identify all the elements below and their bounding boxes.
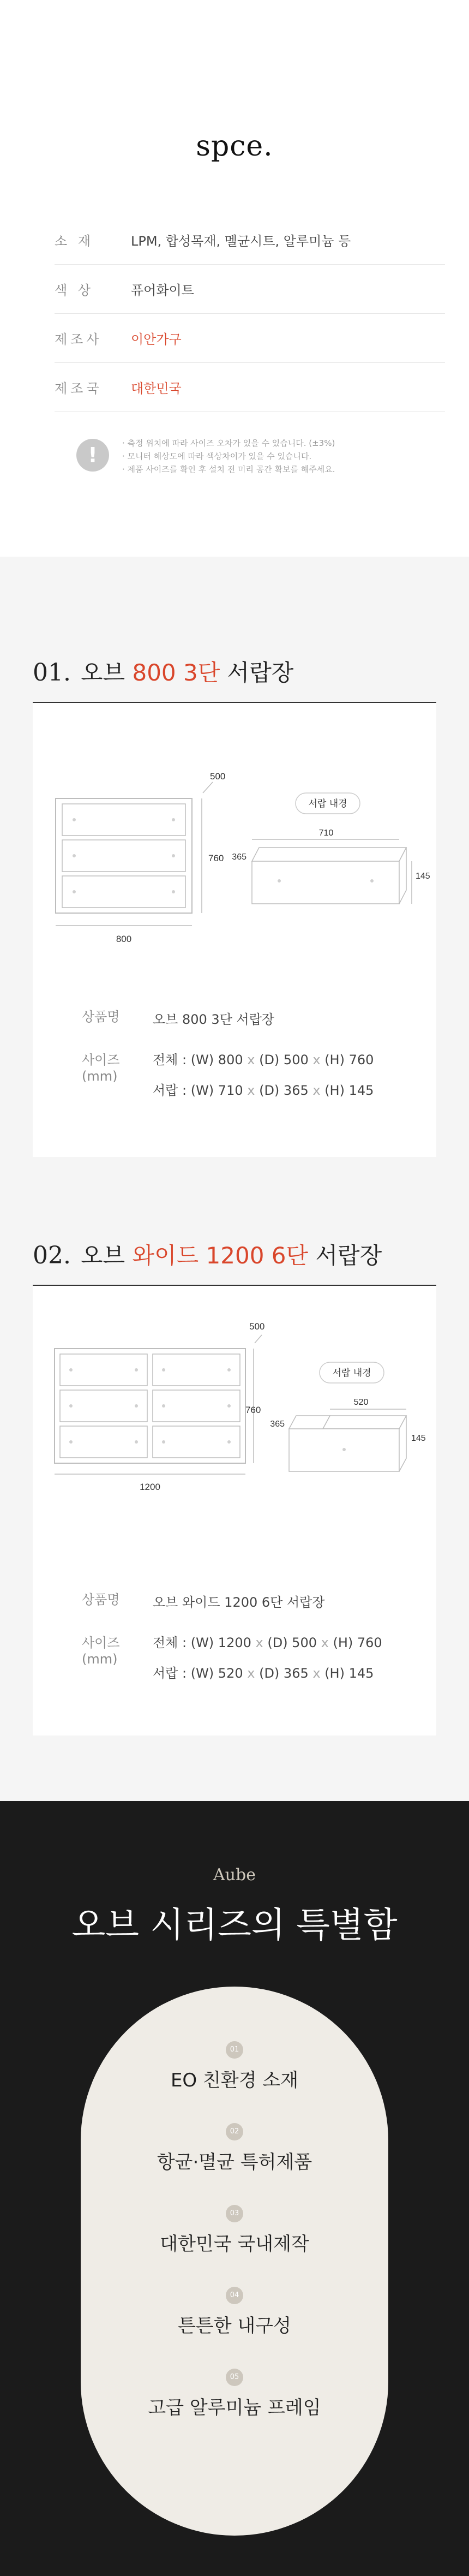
drawer-front: [60, 1426, 147, 1458]
size-lines: [153, 1635, 382, 1696]
features-oval: [81, 1987, 388, 2536]
feature-item: [81, 2041, 388, 2092]
product-title: [33, 1238, 382, 1271]
inner-label: 서랍 내경: [308, 798, 347, 809]
dim-total-width: 1200: [140, 1482, 160, 1492]
dim-inner-width: 710: [318, 828, 334, 838]
feature-text: EO 친환경 소재: [170, 2070, 299, 2091]
product-number: 01.: [33, 659, 71, 687]
feature-badge: 04: [226, 2287, 243, 2304]
product-info: [82, 1009, 420, 1113]
info-row-name: [82, 1591, 420, 1611]
feature-text: 대한민국 국내제작: [160, 2233, 309, 2255]
feature-item: [81, 2205, 388, 2256]
spec-key: 제조국: [55, 381, 103, 396]
info-key: [82, 1052, 153, 1113]
drawer-front: [153, 1390, 240, 1422]
size-line-total: 전체 : (W) 1200 x (D) 500 x (H) 760: [153, 1635, 382, 1650]
dim-total-depth: 500: [249, 1321, 265, 1332]
series-title: 오브 시리즈의 특별함: [71, 1905, 398, 1946]
spec-row-material: [55, 216, 445, 265]
product-name-suffix: 서랍장: [308, 1242, 382, 1269]
dimension-diagram: [33, 1286, 436, 1542]
feature-text: 튼튼한 내구성: [178, 2315, 291, 2337]
brand-logo: spce.: [196, 130, 273, 163]
info-row-name: [82, 1009, 420, 1028]
info-value: 오브 800 3단 서랍장: [153, 1012, 275, 1027]
product-card: [33, 1286, 436, 1736]
feature-badge: 01: [226, 2041, 243, 2059]
dim-total-depth: 500: [210, 771, 226, 782]
dim-inner-depth: 365: [270, 1420, 285, 1429]
product-name-highlight: 800 3단: [132, 659, 220, 686]
feature-text: 고급 알루미늄 프레임: [148, 2397, 321, 2419]
size-line-drawer: 서랍 : (W) 520 x (D) 365 x (H) 145: [153, 1666, 374, 1681]
info-key: [82, 1635, 153, 1696]
product-title: [33, 655, 293, 688]
info-key: 상품명: [82, 1592, 120, 1607]
spec-value: 이안가구: [131, 332, 182, 347]
spec-row-manufacturer: [55, 314, 445, 363]
notice-list: [122, 437, 335, 476]
dim-inner-height: 145: [411, 1434, 426, 1443]
inner-label: 서랍 내경: [332, 1368, 371, 1379]
info-row-size: [82, 1635, 420, 1696]
feature-item: [81, 2369, 388, 2419]
feature-item: [81, 2123, 388, 2174]
drawer-front: [60, 1390, 147, 1422]
size-line-drawer: 서랍 : (W) 710 x (D) 365 x (H) 145: [153, 1083, 374, 1098]
drawer-front: [62, 840, 185, 872]
feature-item: [81, 2287, 388, 2338]
spec-value: 퓨어화이트: [131, 283, 194, 298]
size-unit: (mm): [82, 1069, 118, 1084]
product-info: [82, 1591, 420, 1696]
spec-key: 제조사: [55, 332, 103, 347]
notice-item: · 측정 위치에 따라 사이즈 오차가 있을 수 있습니다. (±3%): [122, 438, 335, 448]
series-section: [0, 1801, 469, 2576]
size-lines: [153, 1052, 374, 1113]
info-key: 상품명: [82, 1009, 120, 1024]
spec-value: LPM, 합성목재, 멜균시트, 알루미늄 등: [131, 234, 351, 249]
notice-item: · 제품 사이즈를 확인 후 설치 전 미리 공간 확보를 해주세요.: [122, 464, 335, 474]
info-value: 오브 와이드 1200 6단 서랍장: [153, 1595, 325, 1610]
products-section: [0, 557, 469, 1801]
feature-text: 항균·멸균 특허제품: [157, 2151, 312, 2173]
product-name-prefix: 오브: [80, 659, 133, 686]
size-unit: (mm): [82, 1651, 118, 1667]
spec-row-color: [55, 265, 445, 314]
product-name-suffix: 서랍장: [220, 659, 294, 686]
drawer-front: [153, 1354, 240, 1386]
size-label: 사이즈: [82, 1635, 120, 1650]
notice-item: · 모니터 해상도에 따라 색상차이가 있을 수 있습니다.: [122, 451, 312, 461]
dim-total-width: 800: [116, 934, 132, 944]
product-name-highlight: 와이드 1200 6단: [132, 1242, 309, 1269]
dim-inner-width: 520: [353, 1398, 369, 1407]
series-subtitle: Aube: [213, 1865, 256, 1885]
spec-key: 소 재: [55, 234, 94, 249]
feature-badge: 02: [226, 2123, 243, 2140]
dimension-diagram: [33, 703, 436, 976]
spec-section: [0, 0, 469, 557]
spec-row-country: [55, 363, 445, 412]
dim-inner-depth: 365: [232, 852, 246, 862]
spec-key: 색 상: [55, 283, 94, 298]
exclamation-icon: !: [76, 439, 109, 472]
product-number: 02.: [33, 1242, 71, 1269]
info-row-size: [82, 1052, 420, 1113]
drawer-front: [60, 1354, 147, 1386]
notice-box: [76, 437, 335, 476]
product-card: [33, 703, 436, 1157]
drawer-front: [153, 1426, 240, 1458]
spec-table: [55, 216, 445, 412]
drawer-front: [62, 876, 185, 908]
feature-badge: 05: [226, 2369, 243, 2386]
inner-drawer: [252, 861, 399, 904]
product-name-prefix: 오브: [80, 1242, 133, 1269]
spec-value: 대한민국: [131, 381, 182, 396]
drawer-front: [62, 804, 185, 836]
dim-total-height: 760: [208, 853, 224, 863]
dim-inner-height: 145: [416, 872, 430, 881]
size-label: 사이즈: [82, 1052, 120, 1068]
size-line-total: 전체 : (W) 800 x (D) 500 x (H) 760: [153, 1052, 374, 1068]
dim-total-height: 760: [245, 1405, 261, 1415]
feature-badge: 03: [226, 2205, 243, 2222]
